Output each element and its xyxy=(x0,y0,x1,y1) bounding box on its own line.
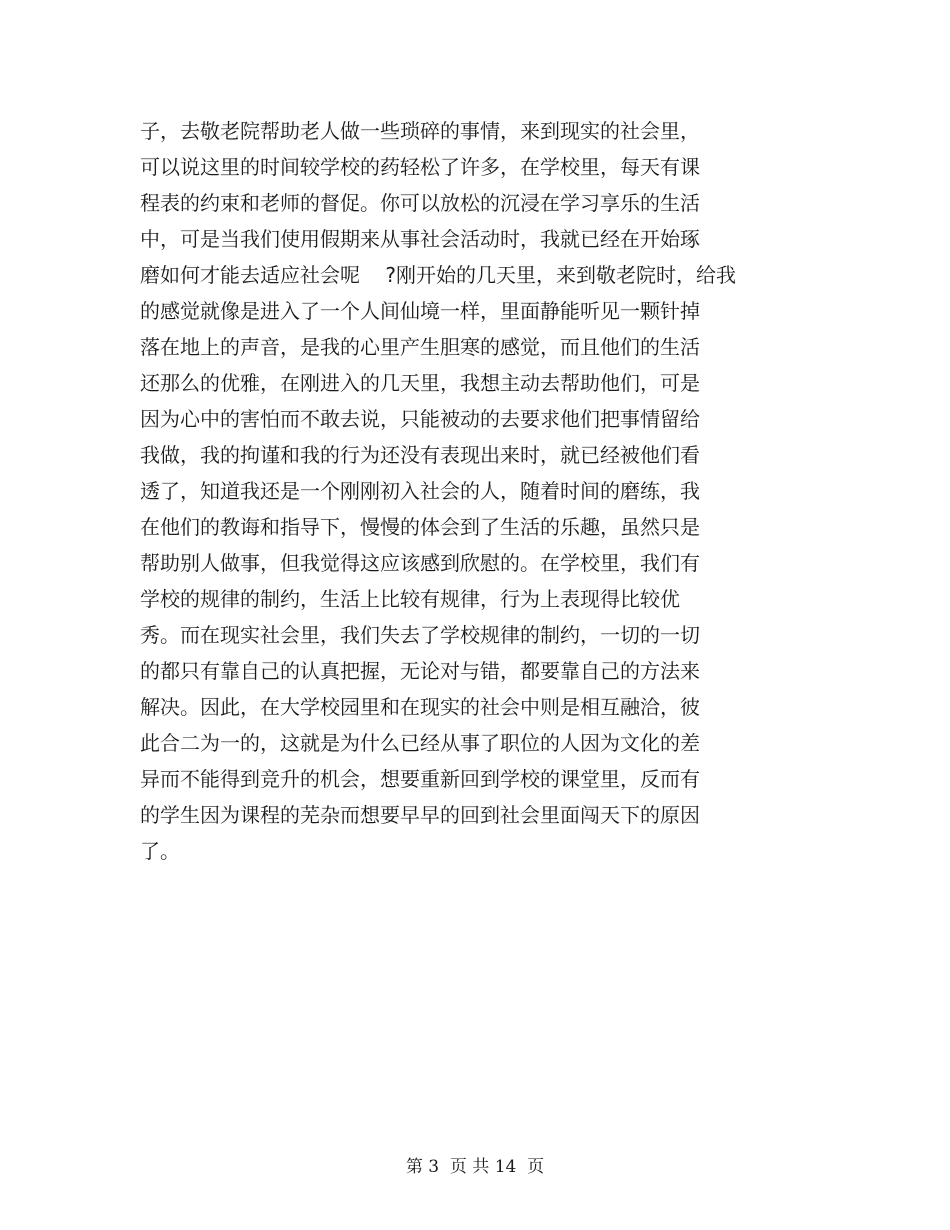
text-line: 还那么的优雅，在刚进入的几天里，我想主动去帮助他们，可是 xyxy=(140,371,700,395)
document-body xyxy=(140,113,800,869)
text-line: 帮助别人做事，但我觉得这应该感到欣慰的。在学校里，我们有 xyxy=(140,551,700,575)
text-line: 透了，知道我还是一个刚刚初入社会的人，随着时间的磨练，我 xyxy=(140,479,700,503)
text-line: 异而不能得到竞升的机会，想要重新回到学校的课堂里，反而有 xyxy=(140,767,700,791)
text-line: 子，去敬老院帮助老人做一些琐碎的事情，来到现实的社会里， xyxy=(140,119,700,143)
text-line: 磨如何才能去适应社会呢 ?刚开始的几天里，来到敬老院时，给我 xyxy=(140,263,737,287)
text-line: 学校的规律的制约，生活上比较有规律，行为上表现得比较优 xyxy=(140,587,680,611)
text-line: 我做，我的拘谨和我的行为还没有表现出来时，就已经被他们看 xyxy=(140,443,700,467)
text-line: 的感觉就像是进入了一个人间仙境一样，里面静能听见一颗针掉 xyxy=(140,299,700,323)
text-line: 中，可是当我们使用假期来从事社会活动时，我就已经在开始琢 xyxy=(140,227,700,251)
text-line: 落在地上的声音，是我的心里产生胆寒的感觉，而且他们的生活 xyxy=(140,335,700,359)
text-line: 在他们的教诲和指导下，慢慢的体会到了生活的乐趣，虽然只是 xyxy=(140,515,700,539)
text-line: 此合二为一的，这就是为什么已经从事了职位的人因为文化的差 xyxy=(140,731,700,755)
text-line: 程表的约束和老师的督促。你可以放松的沉浸在学习享乐的生活 xyxy=(140,191,700,215)
text-line: 秀。而在现实社会里，我们失去了学校规律的制约，一切的一切 xyxy=(140,623,700,647)
text-line: 解决。因此，在大学校园里和在现实的社会中则是相互融洽，彼 xyxy=(140,695,700,719)
text-line: 的都只有靠自己的认真把握，无论对与错，都要靠自己的方法来 xyxy=(140,659,700,683)
text-line: 了。 xyxy=(140,839,180,863)
text-line: 因为心中的害怕而不敢去说，只能被动的去要求他们把事情留给 xyxy=(140,407,700,431)
text-line: 可以说这里的时间较学校的药轻松了许多，在学校里，每天有课 xyxy=(140,155,700,179)
page-number-footer: 第 3 页 共 14 页 xyxy=(405,1157,545,1177)
text-line: 的学生因为课程的芜杂而想要早早的回到社会里面闯天下的原因 xyxy=(140,803,700,827)
